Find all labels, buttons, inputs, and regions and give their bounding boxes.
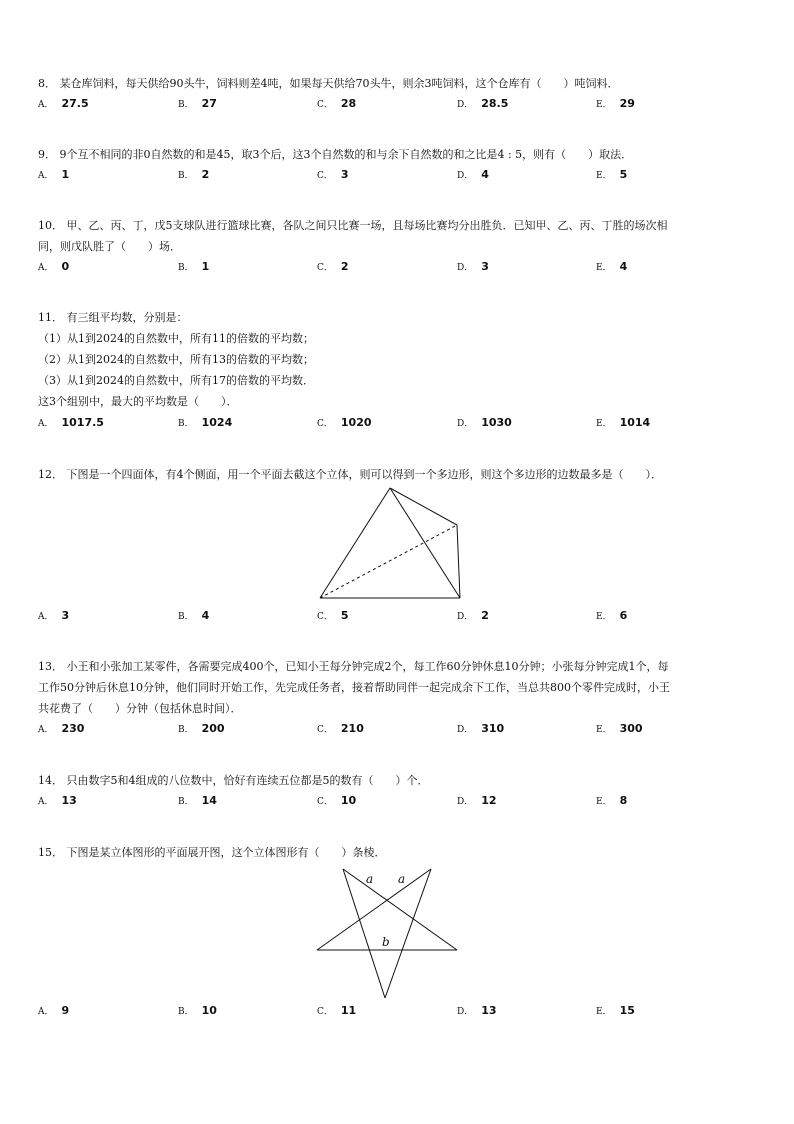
option-c[interactable]: C． 1020: [317, 416, 372, 429]
option-e[interactable]: E． 300: [596, 722, 643, 735]
option-b[interactable]: B． 10: [178, 1004, 217, 1017]
option-d[interactable]: D． 2: [457, 609, 489, 622]
option-b[interactable]: B． 1: [178, 260, 210, 273]
question-text: 11． 有三组平均数，分别是：: [38, 311, 188, 324]
edge: [390, 488, 460, 598]
question-10: [38, 215, 758, 257]
question-text: 10． 甲、乙、丙、丁，戊5支球队进行篮球比赛，各队之间只比赛一场，且每场比赛均分出胜负．已知甲、乙、丙、丁胜的场次相: [38, 219, 668, 232]
option-e[interactable]: E． 5: [596, 168, 628, 181]
option-c[interactable]: C． 5: [317, 609, 349, 622]
option-e[interactable]: E． 1014: [596, 416, 651, 429]
question-text: 同，则戊队胜了（ ）场．: [38, 240, 181, 253]
question-text: （2）从1到2024的自然数中，所有13的倍数的平均数；: [38, 353, 314, 366]
tetrahedron-figure: [0, 482, 794, 612]
option-e[interactable]: E． 6: [596, 609, 628, 622]
option-b[interactable]: B． 27: [178, 97, 217, 110]
option-c[interactable]: C． 3: [317, 168, 349, 181]
option-b[interactable]: B． 14: [178, 794, 217, 807]
option-c[interactable]: C． 11: [317, 1004, 357, 1017]
option-b[interactable]: B． 200: [178, 722, 225, 735]
label-b: b: [382, 935, 390, 949]
options-10: [38, 260, 758, 276]
option-a[interactable]: A． 3: [38, 609, 70, 622]
option-d[interactable]: D． 1030: [457, 416, 512, 429]
question-text: 13． 小王和小张加工某零件，各需要完成400个，已知小王每分钟完成2个，每工作60分钟休息10分钟；小张每分钟完成1个，每: [38, 660, 669, 673]
options-9: [38, 168, 758, 184]
edge: [385, 869, 431, 998]
label-a: a: [398, 872, 406, 886]
question-text: 15． 下图是某立体图形的平面展开图，这个立体图形有（ ）条棱．: [38, 846, 386, 859]
option-a[interactable]: A． 230: [38, 722, 85, 735]
option-b[interactable]: B． 2: [178, 168, 210, 181]
label-a: a: [366, 872, 374, 886]
question-text: 8． 某仓库饲料，每天供给90头牛，饲料则差4吨，如果每天供给70头牛，则余3吨饲料，这个仓库有（ ）吨饲料．: [38, 77, 619, 90]
option-c[interactable]: C． 2: [317, 260, 349, 273]
option-d[interactable]: D． 12: [457, 794, 497, 807]
question-11: [38, 307, 758, 412]
options-13: [38, 722, 758, 738]
question-13: [38, 656, 758, 719]
question-text: 9． 9个互不相同的非0自然数的和是45，取3个后，这3个自然数的和与余下自然数的和之比是4 : 5，则有（ ）取法．: [38, 148, 633, 161]
question-8: [38, 73, 758, 94]
option-b[interactable]: B． 4: [178, 609, 210, 622]
question-text: 这3个组别中，最大的平均数是（ ）．: [38, 395, 238, 408]
option-b[interactable]: B． 1024: [178, 416, 233, 429]
option-d[interactable]: D． 4: [457, 168, 489, 181]
option-c[interactable]: C． 28: [317, 97, 357, 110]
option-a[interactable]: A． 13: [38, 794, 77, 807]
edge: [317, 869, 431, 950]
question-text: 14． 只由数字5和4组成的八位数中，恰好有连续五位都是5的数有（ ）个．: [38, 774, 429, 787]
option-e[interactable]: E． 15: [596, 1004, 635, 1017]
edge: [390, 488, 457, 525]
question-text: （1）从1到2024的自然数中，所有11的倍数的平均数；: [38, 332, 314, 345]
option-a[interactable]: A． 27.5: [38, 97, 89, 110]
option-d[interactable]: D． 28.5: [457, 97, 509, 110]
option-d[interactable]: D． 310: [457, 722, 505, 735]
options-8: [38, 97, 758, 113]
options-15: [38, 1004, 758, 1020]
option-a[interactable]: A． 1: [38, 168, 70, 181]
options-12: [38, 609, 758, 625]
option-e[interactable]: E． 4: [596, 260, 628, 273]
question-text: （3）从1到2024的自然数中，所有17的倍数的平均数．: [38, 374, 314, 387]
edge: [343, 869, 385, 998]
star-net-figure: [0, 864, 794, 1000]
option-a[interactable]: A． 0: [38, 260, 70, 273]
question-14: [38, 770, 758, 791]
question-text: 12． 下图是一个四面体，有4个侧面，用一个平面去截这个立体，则可以得到一个多边形，则这个多边形的边数最多是（ ）．: [38, 468, 662, 481]
options-14: [38, 794, 758, 810]
edge: [320, 488, 390, 598]
option-e[interactable]: E． 29: [596, 97, 635, 110]
question-text: 工作50分钟后休息10分钟，他们同时开始工作，先完成任务者，接着帮助同伴一起完成余下工作，当总共800个零件完成时，小王: [38, 681, 670, 694]
question-9: [38, 144, 758, 165]
edge: [457, 525, 460, 598]
question-text: 共花费了（ ）分钟（包括休息时间）．: [38, 702, 242, 715]
question-15: [38, 842, 758, 863]
option-d[interactable]: D． 3: [457, 260, 489, 273]
option-c[interactable]: C． 10: [317, 794, 357, 807]
option-a[interactable]: A． 1017.5: [38, 416, 104, 429]
option-d[interactable]: D． 13: [457, 1004, 497, 1017]
option-c[interactable]: C． 210: [317, 722, 364, 735]
options-11: [38, 416, 758, 432]
option-e[interactable]: E． 8: [596, 794, 628, 807]
option-a[interactable]: A． 9: [38, 1004, 70, 1017]
